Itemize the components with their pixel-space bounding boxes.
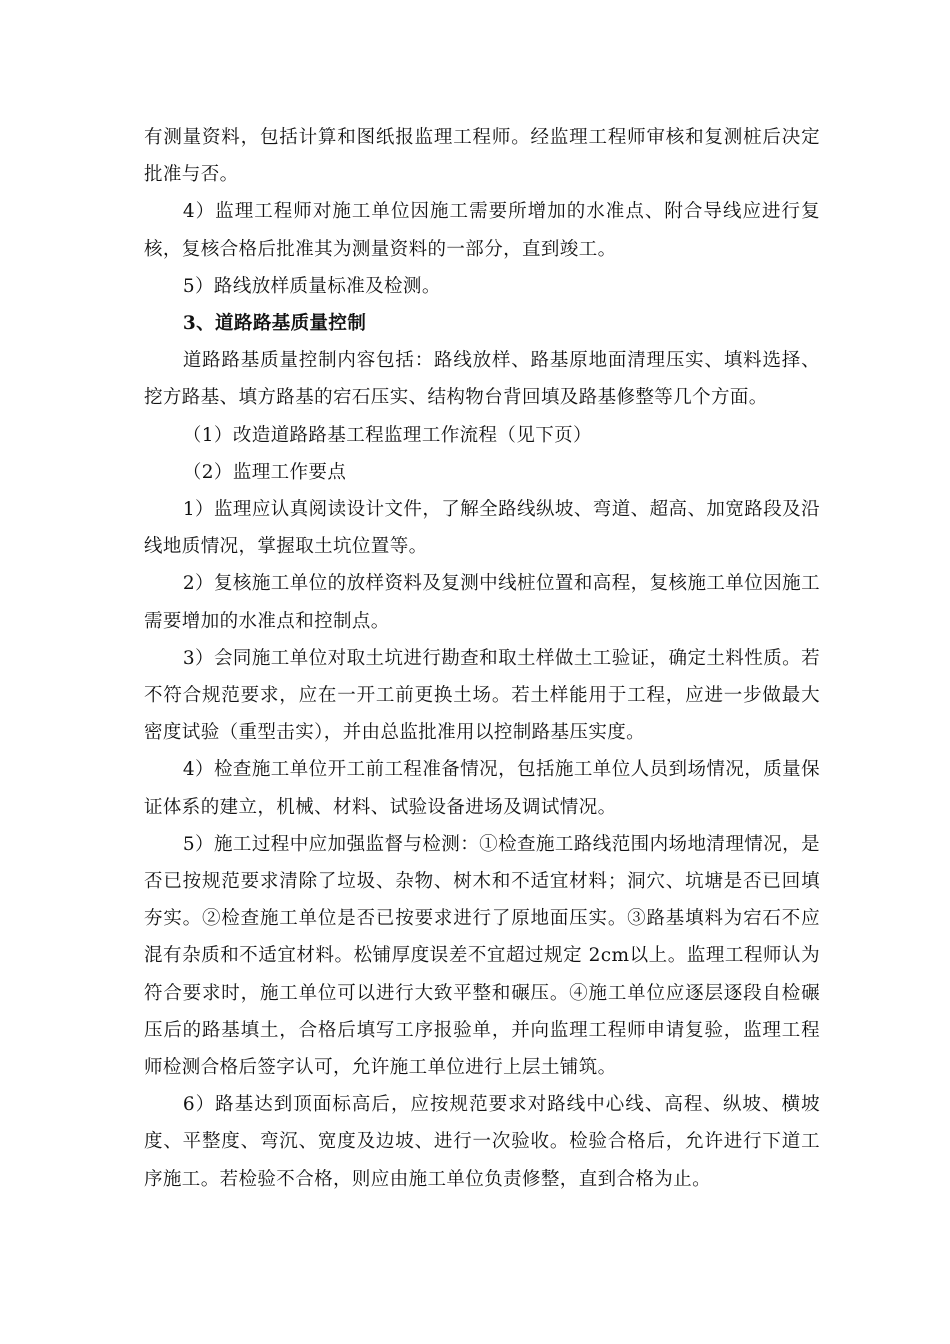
paragraph-point-4: 4）检查施工单位开工前工程准备情况，包括施工单位人员到场情况，质量保证体系的建立，机械、材料、试验设备进场及调试情况。 [144,759,820,818]
paragraph-roadbed-scope: 道路路基质量控制内容包括：路线放样、路基原地面清理压实、填料选择、挖方路基、填方路基的宕石压实、结构物台背回填及路基修整等几个方面。 [144,350,820,409]
paragraph-point-5: 5）施工过程中应加强监督与检测：①检查施工路线范围内场地清理情况，是否已按规范要求清除了垃圾、杂物、树木和不适宜材料；洞穴、坑塘是否已回填夯实。②检查施工单位是否已按要求进行了原地面压实。③路基填料为宕石不应混有杂质和不适宜材料。松铺厚度误差不宜超过规定 2cm以上。监理工程师认为符合要求时，施工单位可以进行大致平整和碾压。④施工单位应逐层逐段自检碾压后的路基填土，合格后填写工序报验单，并向监理工程师申请复验，监理工程师检测合格后签字认可，允许施工单位进行上层土铺筑。 [144,833,820,1079]
paragraph-point-3: 3）会同施工单位对取土坑进行勘查和取土样做土工验证，确定土料性质。若不符合规范要求，应在一开工前更换土场。若土样能用于工程，应进一步做最大密度试验（重型击实），并由总监批准用以控制路基压实度。 [144,647,820,744]
section-heading-roadbed-quality: 3、道路路基质量控制 [182,313,367,335]
paragraph-subsection-2-key-points: （2）监理工作要点 [182,461,347,483]
paragraph-point-6: 6）路基达到顶面标高后，应按规范要求对路线中心线、高程、纵坡、横坡度、平整度、弯沉、宽度及边坡、进行一次验收。检验合格后，允许进行下道工序施工。若检验不合格，则应由施工单位负责修整，直到合格为止。 [144,1094,820,1190]
document-body [144,119,820,1198]
paragraph-item-4-survey-review: 4）监理工程师对施工单位因施工需要所增加的水准点、附合导线应进行复核，复核合格后批准其为测量资料的一部分，直到竣工。 [144,201,820,260]
paragraph-item-5-layout-standard: 5）路线放样质量标准及检测。 [182,275,441,297]
paragraph-continuation: 有测量资料，包括计算和图纸报监理工程师。经监理工程师审核和复测桩后决定批准与否。 [144,127,820,186]
paragraph-subsection-1-workflow: （1）改造道路路基工程监理工作流程（见下页） [182,424,592,446]
paragraph-point-1: 1）监理应认真阅读设计文件，了解全路线纵坡、弯道、超高、加宽路段及沿线地质情况，掌握取土坑位置等。 [144,499,820,558]
paragraph-point-2: 2）复核施工单位的放样资料及复测中线桩位置和高程，复核施工单位因施工需要增加的水准点和控制点。 [144,573,820,632]
